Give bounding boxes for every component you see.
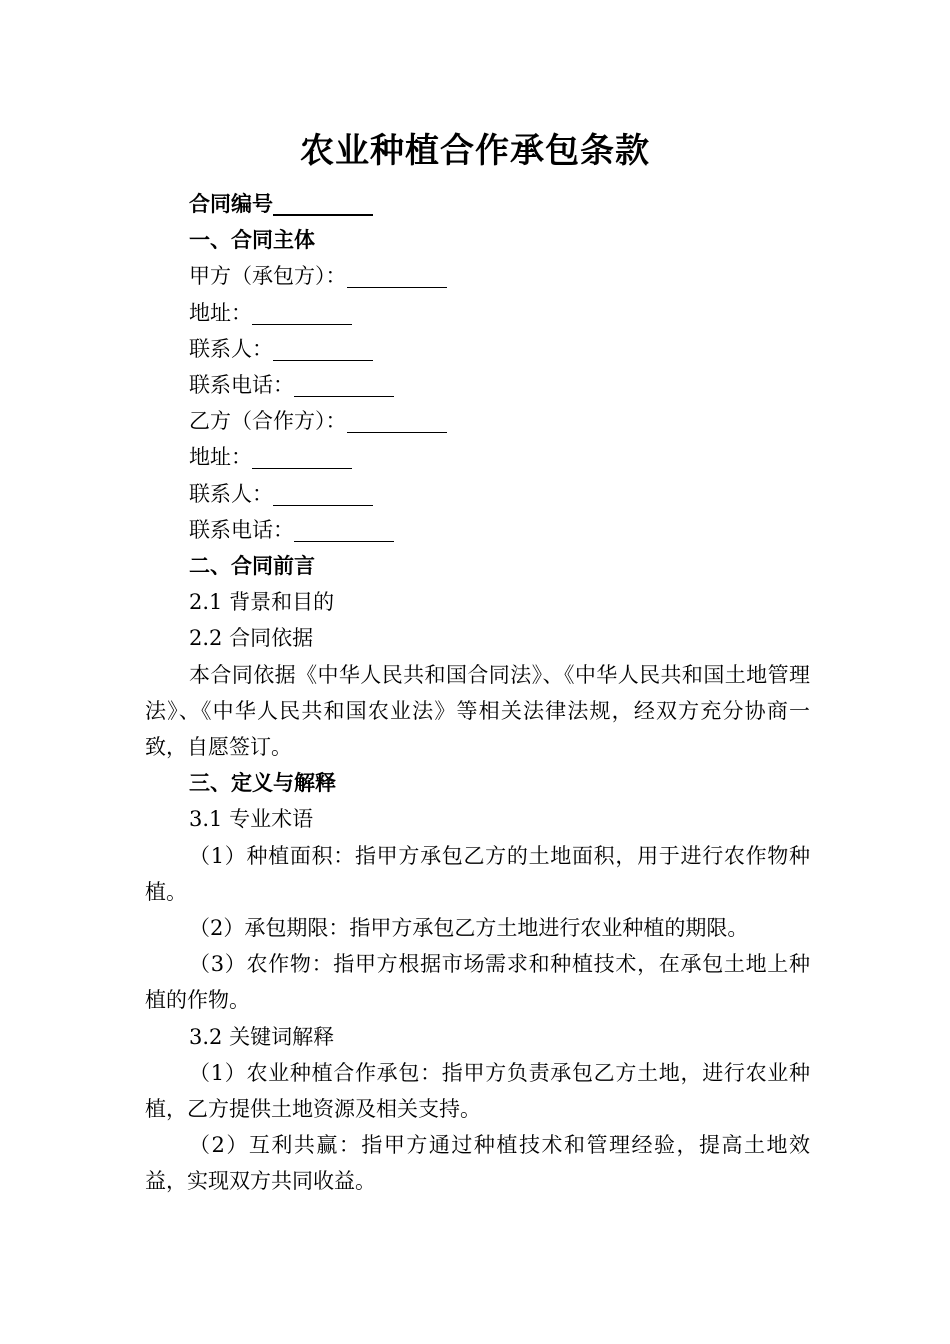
section-2-2: 2.2 合同依据 bbox=[189, 626, 314, 651]
party-b-line bbox=[145, 403, 810, 439]
party-a-blank bbox=[347, 265, 447, 288]
party-b-blank bbox=[347, 410, 447, 433]
contact-a-label: 联系人： bbox=[189, 336, 273, 361]
address-a-blank bbox=[252, 302, 352, 325]
keyword-mutual-benefit: （2）互利共赢：指甲方通过种植技术和管理经验，提高土地效益，实现双方共同收益。 bbox=[145, 1133, 810, 1194]
section-1-heading: 一、合同主体 bbox=[189, 228, 315, 253]
address-b-line bbox=[145, 439, 810, 475]
address-a-line bbox=[145, 295, 810, 331]
document-body bbox=[145, 186, 810, 1200]
party-a-label: 甲方（承包方）： bbox=[189, 264, 347, 289]
party-b-label: 乙方（合作方）： bbox=[189, 409, 347, 434]
section-3-heading: 三、定义与解释 bbox=[189, 771, 336, 796]
section-2-heading: 二、合同前言 bbox=[189, 554, 315, 579]
party-a-line bbox=[145, 258, 810, 294]
page-title: 农业种植合作承包条款 bbox=[300, 131, 650, 171]
contract-number-label: 合同编号 bbox=[189, 192, 273, 216]
section-2-1: 2.1 背景和目的 bbox=[189, 590, 335, 615]
address-a-label: 地址： bbox=[189, 300, 252, 325]
phone-b-label: 联系电话： bbox=[189, 517, 294, 542]
phone-a-label: 联系电话： bbox=[189, 373, 294, 398]
keyword-cooperation-contract: （1）农业种植合作承包：指甲方负责承包乙方土地，进行农业种植，乙方提供土地资源及相关支持。 bbox=[145, 1060, 810, 1122]
term-contract-period: （2）承包期限：指甲方承包乙方土地进行农业种植的期限。 bbox=[189, 916, 749, 941]
contract-number-line bbox=[145, 186, 810, 222]
section-3-1: 3.1 专业术语 bbox=[189, 807, 314, 832]
contact-b-line bbox=[145, 476, 810, 512]
section-3-2: 3.2 关键词解释 bbox=[189, 1024, 335, 1049]
section-2-2-paragraph: 本合同依据《中华人民共和国合同法》、《中华人民共和国土地管理法》、《中华人民共和国农业法》等相关法律法规，经双方充分协商一致，自愿签订。 bbox=[145, 662, 810, 760]
term-planting-area: （1）种植面积：指甲方承包乙方的土地面积，用于进行农作物种植。 bbox=[145, 843, 810, 904]
phone-b-line bbox=[145, 512, 810, 548]
phone-a-line bbox=[145, 367, 810, 403]
term-crops: （3）农作物：指甲方根据市场需求和种植技术，在承包土地上种植的作物。 bbox=[145, 952, 810, 1013]
contact-b-blank bbox=[273, 483, 373, 506]
phone-a-blank bbox=[294, 374, 394, 397]
phone-b-blank bbox=[294, 519, 394, 542]
contact-a-line bbox=[145, 331, 810, 367]
contact-b-label: 联系人： bbox=[189, 481, 273, 506]
contact-a-blank bbox=[273, 338, 373, 361]
address-b-label: 地址： bbox=[189, 445, 252, 470]
address-b-blank bbox=[252, 446, 352, 469]
contract-number-blank bbox=[273, 192, 373, 216]
